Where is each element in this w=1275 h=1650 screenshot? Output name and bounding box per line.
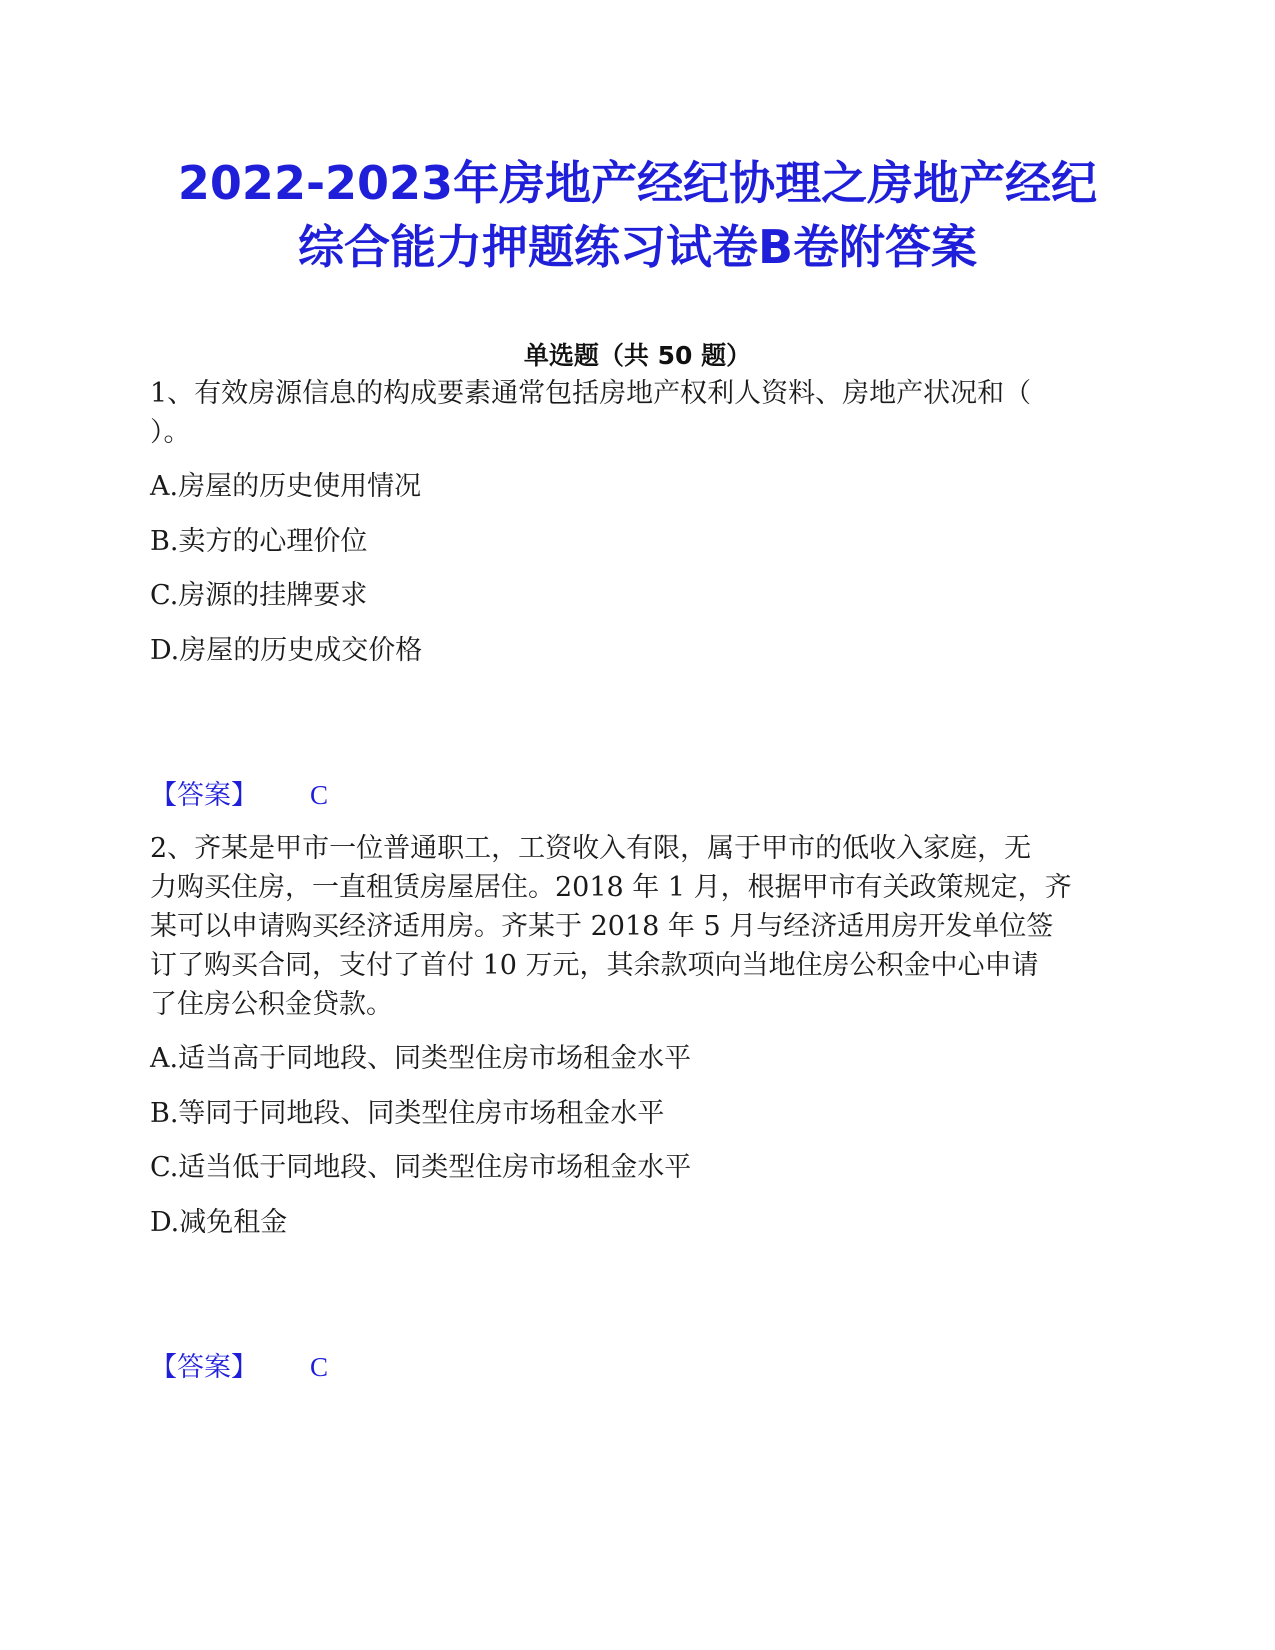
question-2-answer [150, 1349, 328, 1386]
question-1-option-b: B.卖方的心理价位 [150, 526, 368, 557]
answer-value: C [310, 1352, 329, 1382]
question-2-stem-line-3: 某可以申请购买经济适用房。齐某于 2018 年 5 月与经济适用房开发单位签 [150, 911, 1054, 942]
document-title-line-2: 综合能力押题练习试卷B卷附答案 [297, 220, 978, 274]
answer-label: 【答案】 [150, 1352, 258, 1383]
question-2-option-a: A.适当高于同地段、同类型住房市场租金水平 [150, 1043, 692, 1074]
question-2-option-b: B.等同于同地段、同类型住房市场租金水平 [150, 1098, 665, 1129]
question-2-stem-line-4: 订了购买合同，支付了首付 10 万元，其余款项向当地住房公积金中心申请 [150, 950, 1039, 981]
question-1-stem-line-1: 1、有效房源信息的构成要素通常包括房地产权利人资料、房地产状况和（ [150, 378, 1032, 409]
section-heading: 单选题（共 50 题） [523, 341, 752, 370]
document-title-line-1: 2022-2023年房地产经纪协理之房地产经纪 [177, 156, 1098, 210]
answer-value: C [310, 780, 329, 810]
question-2-stem-line-1: 2、齐某是甲市一位普通职工，工资收入有限，属于甲市的低收入家庭，无 [150, 833, 1032, 864]
question-2-stem-line-5: 了住房公积金贷款。 [150, 989, 393, 1020]
question-1-option-a: A.房屋的历史使用情况 [150, 471, 422, 502]
question-1-option-c: C.房源的挂牌要求 [150, 580, 368, 611]
question-2-option-d: D.减免租金 [150, 1207, 288, 1238]
question-1-answer [150, 777, 328, 814]
question-1-option-d: D.房屋的历史成交价格 [150, 635, 423, 666]
answer-label: 【答案】 [150, 780, 258, 811]
question-1-stem-line-2: ）。 [150, 417, 191, 448]
question-2-stem-line-2: 力购买住房，一直租赁房屋居住。2018 年 1 月，根据甲市有关政策规定，齐 [150, 872, 1072, 903]
question-2-option-c: C.适当低于同地段、同类型住房市场租金水平 [150, 1152, 692, 1183]
